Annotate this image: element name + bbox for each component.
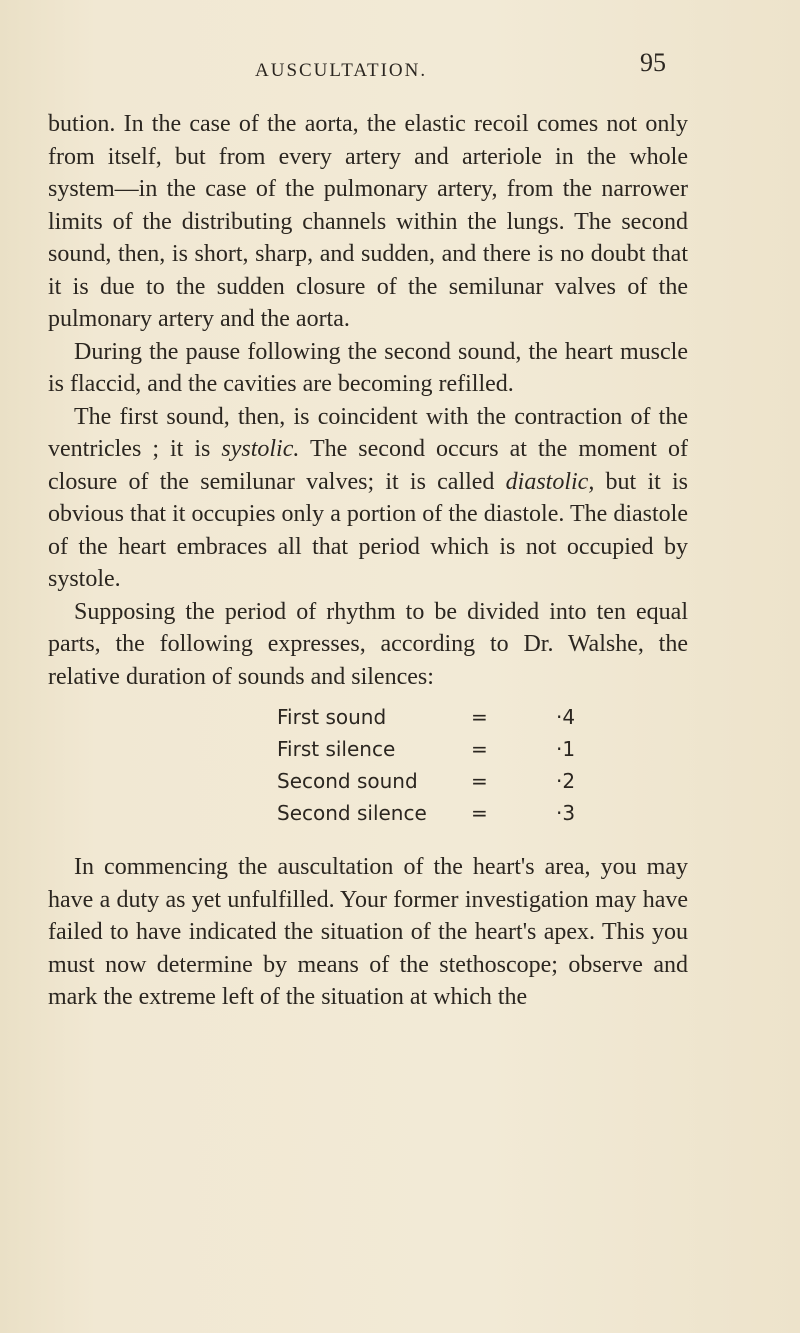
table-row	[277, 797, 688, 829]
equals-sign: =	[471, 705, 488, 729]
paragraph-2: During the pause following the second sound, the heart muscle is flaccid, and the cavities are becoming refilled.	[48, 338, 688, 397]
page-number: 95	[640, 48, 666, 77]
paragraph-3-part-a: The first sound, then, is coincident with the contraction of the ventricles ; it is	[48, 403, 688, 462]
running-header: AUSCULTATION.	[255, 60, 428, 81]
paragraph-3-part-c: but it is obvious that it occupies only a portion of the diastole. The diastole of the heart embraces all that period which is not occupied by systole.	[48, 468, 689, 592]
duration-table	[48, 701, 688, 829]
duration-label: Second silence	[277, 801, 427, 825]
duration-value: ·4	[556, 705, 576, 729]
duration-label: Second sound	[277, 769, 418, 793]
paragraph-3	[48, 401, 688, 596]
duration-label: First silence	[277, 737, 396, 761]
paragraph-5: In commencing the auscultation of the heart's area, you may have a duty as yet unfulfilled. Your former investigation may have failed to have indicated the situation of the heart's apex. This you must now determine by means of the stethoscope; observe and mark the extreme left of the situation at which the	[48, 854, 688, 1010]
diastolic-term: diastolic,	[505, 468, 595, 495]
equals-sign: =	[471, 737, 488, 761]
equals-sign: =	[471, 769, 488, 793]
equals-sign: =	[471, 801, 488, 825]
table-row	[277, 701, 688, 733]
table-row	[277, 765, 688, 797]
systolic-term: systolic.	[221, 436, 300, 462]
table-row	[277, 733, 688, 765]
duration-value: ·3	[556, 801, 576, 825]
paragraph-3-part-b: The second occurs at the moment of closure of the semilunar valves; it is called	[48, 436, 688, 495]
paragraph-4: Supposing the period of rhythm to be divided into ten equal parts, the following expresses, according to Dr. Walshe, the relative duration of sounds and silences:	[48, 598, 688, 690]
duration-label: First sound	[277, 705, 387, 729]
duration-value: ·2	[556, 769, 576, 793]
paragraph-1: bution. In the case of the aorta, the elastic recoil comes not only from itself, but from every artery and arteriole in the whole system—in the case of the pulmonary artery, from the narrower limits of the distributing channels within the lungs. The second sound, then, is short, sharp, and sudden, and there is no doubt that it is due to the sudden closure of the semilunar valves of the pulmonary artery and the aorta.	[48, 111, 688, 332]
body-text	[48, 108, 688, 1014]
duration-value: ·1	[556, 737, 576, 761]
